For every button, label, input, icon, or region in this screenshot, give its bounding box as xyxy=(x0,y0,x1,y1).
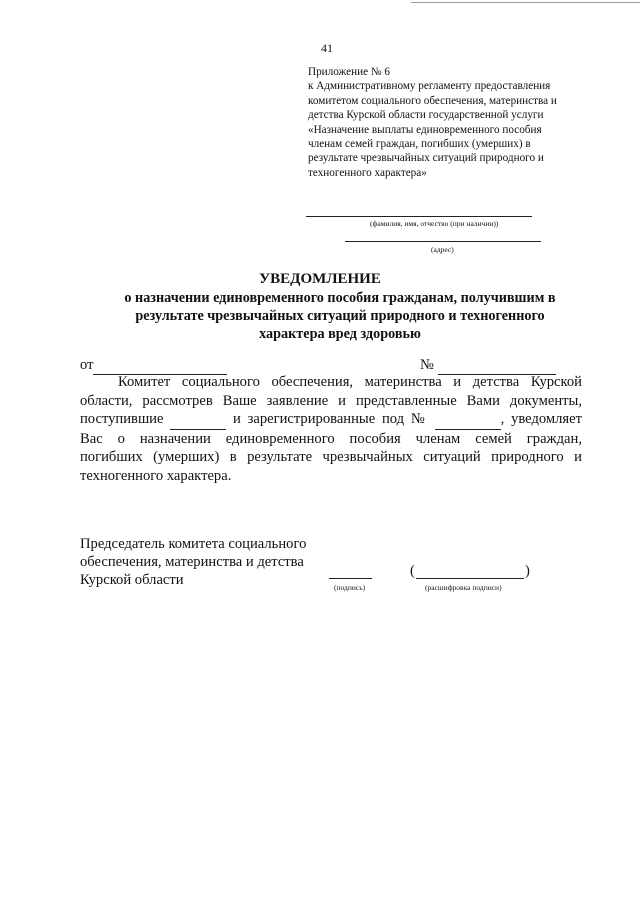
appendix-header xyxy=(308,65,608,180)
body-line-with-fields xyxy=(80,410,582,430)
signature-decoding-line xyxy=(416,578,524,579)
appendix-line: детства Курской области государственной услуги xyxy=(308,109,544,122)
signer-title-line: обеспечения, материнства и детства xyxy=(80,554,304,571)
recipient-name-caption: (фамилия, имя, отчество (при наличии)) xyxy=(370,219,499,228)
decoding-close-paren: ) xyxy=(525,563,530,579)
from-label: от xyxy=(80,357,94,373)
appendix-line: техногенного характера» xyxy=(308,166,427,179)
subtitle-line: результате чрезвычайных ситуаций природного и техногенного xyxy=(135,308,545,324)
subtitle-line: о назначении единовременного пособия гражданам, получившим в xyxy=(124,290,556,306)
decoding-open-paren: ( xyxy=(410,563,415,579)
document-subtitle xyxy=(90,289,590,343)
body-line: Комитет социального обеспечения, материнства и детства Курской xyxy=(118,374,582,390)
recipient-address-caption: (адрес) xyxy=(431,245,454,254)
signature-decoding-caption: (расшифровка подписи) xyxy=(425,583,502,592)
registered-label: и зарегистрированные под № xyxy=(233,411,428,428)
signer-title-line: Курской области xyxy=(80,572,184,589)
page-number: 41 xyxy=(321,41,333,55)
received-label: поступившие xyxy=(80,411,164,428)
signature-caption: (подпись) xyxy=(334,583,366,592)
appendix-line: Приложение № 6 xyxy=(308,66,390,78)
signer-title-line: Председатель комитета социального xyxy=(80,536,307,552)
notification-body xyxy=(80,373,582,486)
recipient-address-line xyxy=(345,241,541,242)
subtitle-line: характера вред здоровью xyxy=(259,326,421,342)
appendix-line: комитетом социального обеспечения, материнства и xyxy=(308,94,557,107)
appendix-line: «Назначение выплаты единовременного пособия xyxy=(308,123,542,136)
received-date-field xyxy=(170,410,226,430)
appendix-line: членам семей граждан, погибших (умерших) в xyxy=(308,138,531,151)
body-line: погибших (умерших) в результате чрезвычайных ситуаций природного и xyxy=(80,449,582,466)
number-label: № xyxy=(420,357,434,373)
notifies-label: , уведомляет xyxy=(500,411,582,428)
top-scan-rule xyxy=(411,2,640,3)
registration-number-field xyxy=(435,410,501,430)
recipient-name-line xyxy=(306,216,532,217)
signature-line xyxy=(329,578,372,579)
body-line: области, рассмотрев Ваше заявление и представленные Вами документы, xyxy=(80,392,582,409)
body-line: Вас о назначении единовременного пособия членам семей граждан, xyxy=(80,430,582,447)
appendix-line: к Административному регламенту предоставления xyxy=(308,80,551,93)
document-title: УВЕДОМЛЕНИЕ xyxy=(259,271,381,287)
body-line: техногенного характера. xyxy=(80,467,232,484)
appendix-line: результате чрезвычайных ситуаций природного и xyxy=(308,152,544,165)
signer-block xyxy=(80,535,306,590)
